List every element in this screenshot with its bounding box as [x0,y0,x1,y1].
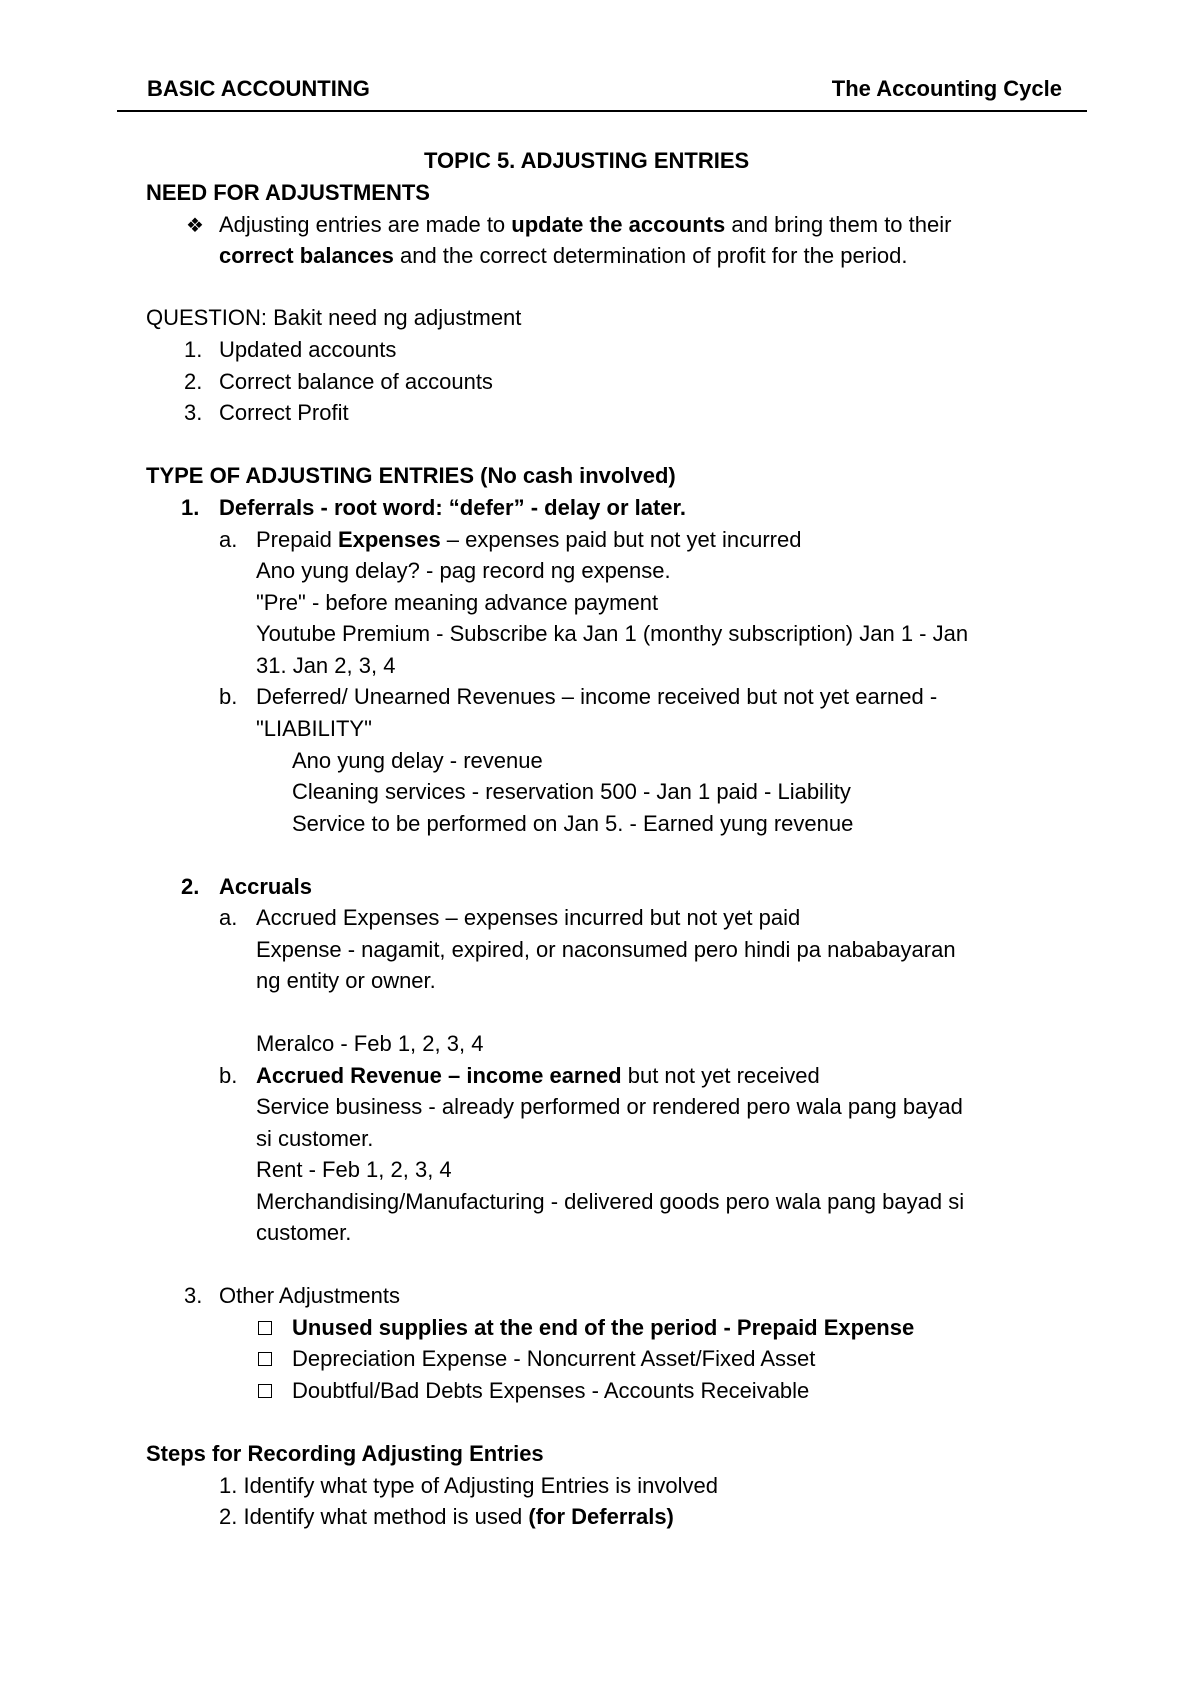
question-item-num: 1. [184,337,203,362]
accrued-expenses-line: Expense - nagamit, expired, or naconsumed pero hindi pa nababayaran [256,937,956,962]
question-item: Correct Profit [219,400,349,425]
prepaid-line: Youtube Premium - Subscribe ka Jan 1 (monthy subscription) Jan 1 - Jan [256,621,969,646]
unearned-line: Ano yung delay - revenue [292,748,543,773]
header-left: BASIC ACCOUNTING [147,76,370,101]
accrued-expenses-letter: a. [219,905,238,930]
checkbox-icon [258,1384,272,1398]
topic-title: TOPIC 5. ADJUSTING ENTRIES [424,148,750,173]
checkbox-icon [258,1352,272,1366]
question-item-num: 3. [184,400,203,425]
accrued-revenue-line: Service business - already performed or rendered pero wala pang bayad [256,1094,963,1119]
need-text-line-1: Adjusting entries are made to update the accounts and bring them to their [219,212,952,237]
accrued-revenue-letter: b. [219,1063,238,1088]
other-item: Unused supplies at the end of the period - Prepaid Expense [292,1315,915,1340]
accrued-revenue-line: customer. [256,1220,352,1245]
page-header [117,70,1087,112]
question-item: Correct balance of accounts [219,369,493,394]
unearned-line: Cleaning services - reservation 500 - Jan 1 paid - Liability [292,779,851,804]
other-item: Depreciation Expense - Noncurrent Asset/Fixed Asset [292,1346,816,1371]
diamond-bullet-icon: ❖ [186,215,204,237]
prepaid-title: Prepaid Expenses – expenses paid but not yet incurred [256,527,802,552]
header-right: The Accounting Cycle [831,76,1062,101]
other-num: 3. [184,1283,203,1308]
accrued-revenue-line: si customer. [256,1126,374,1151]
types-heading: TYPE OF ADJUSTING ENTRIES (No cash involved) [146,463,676,488]
checkbox-icon [258,1321,272,1335]
accrued-revenue-line: Merchandising/Manufacturing - delivered goods pero wala pang bayad si [256,1189,965,1214]
need-heading: NEED FOR ADJUSTMENTS [146,180,430,205]
prepaid-line: 31. Jan 2, 3, 4 [256,653,396,678]
deferrals-title: Deferrals - root word: “defer” - delay or later. [219,495,687,520]
question-item-num: 2. [184,369,203,394]
accruals-title: Accruals [219,874,312,899]
prepaid-letter: a. [219,527,238,552]
unearned-letter: b. [219,684,238,709]
unearned-line: Service to be performed on Jan 5. - Earned yung revenue [292,811,854,836]
prepaid-line: "Pre" - before meaning advance payment [256,590,659,615]
accrued-expenses-meralco: Meralco - Feb 1, 2, 3, 4 [256,1031,484,1056]
steps-item: 1. Identify what type of Adjusting Entries is involved [219,1473,718,1498]
accruals-num: 2. [181,874,200,899]
other-item: Doubtful/Bad Debts Expenses - Accounts Receivable [292,1378,810,1403]
question-item: Updated accounts [219,337,397,362]
unearned-title: Deferred/ Unearned Revenues – income received but not yet earned - [256,684,938,709]
question-text: QUESTION: Bakit need ng adjustment [146,305,522,330]
other-title: Other Adjustments [219,1283,400,1308]
deferrals-num: 1. [181,495,200,520]
accrued-revenue-title: Accrued Revenue – income earned but not yet received [256,1063,820,1088]
steps-item: 2. Identify what method is used (for Deferrals) [219,1504,674,1529]
steps-heading: Steps for Recording Adjusting Entries [146,1441,544,1466]
accrued-revenue-line: Rent - Feb 1, 2, 3, 4 [256,1157,452,1182]
accrued-expenses-line: ng entity or owner. [256,968,436,993]
prepaid-line: Ano yung delay? - pag record ng expense. [256,558,671,583]
accrued-expenses-title: Accrued Expenses – expenses incurred but not yet paid [256,905,801,930]
unearned-liability: "LIABILITY" [256,716,372,741]
need-text-line-2: correct balances and the correct determination of profit for the period. [219,243,908,268]
